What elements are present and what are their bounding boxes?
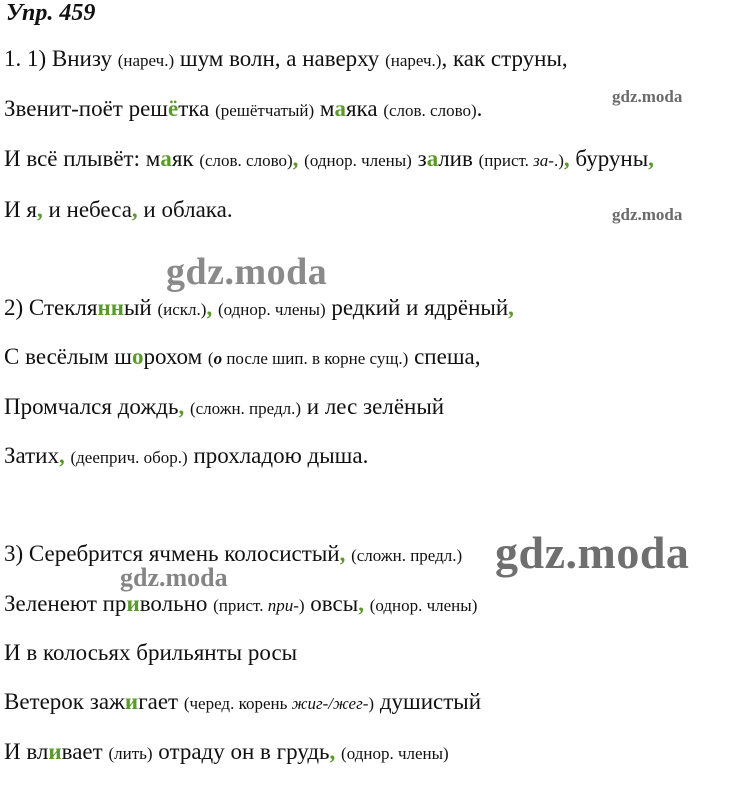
text-line-11: И в колосьях брильянты росы bbox=[4, 640, 298, 665]
watermark-1: gdz.moda bbox=[612, 87, 683, 106]
text-line-4: И я, и небеса, и облака. bbox=[4, 197, 233, 222]
exercise-title: Упр. 459 bbox=[6, 0, 96, 26]
text-line-10: Зеленеют привольно (прист. при-) овсы, (однор. члены) bbox=[4, 591, 478, 616]
text-line-6: С весёлым шорохом (о после шип. в корне сущ.) спеша, bbox=[4, 344, 481, 369]
text-line-12: Ветерок зажигает (черед. корень жиг-/жег-) душистый bbox=[4, 689, 482, 714]
text-line-7: Промчался дождь, (сложн. предл.) и лес зелёный bbox=[4, 394, 445, 419]
watermark-4: gdz.moda bbox=[495, 527, 690, 578]
text-line-9: 3) Серебрится ячмень колосистый, (сложн. предл.) bbox=[4, 541, 463, 566]
watermark-5: gdz.moda bbox=[120, 563, 228, 592]
text-line-1: 1. 1) Внизу (нареч.) шум волн, а наверху (нареч.), как струны, bbox=[4, 46, 568, 71]
text-line-13: И вливает (лить) отраду он в грудь, (однор. члены) bbox=[4, 739, 449, 764]
text-line-5: 2) Стеклянный (искл.), (однор. члены) редкий и ядрёный, bbox=[4, 295, 514, 320]
text-line-8: Затих, (дееприч. обор.) прохладою дыша. bbox=[4, 443, 369, 468]
text-line-3: И всё плывёт: маяк (слов. слово), (однор. члены) залив (прист. за-.), буруны, bbox=[4, 146, 654, 171]
watermark-3: gdz.moda bbox=[166, 251, 328, 293]
watermark-2: gdz.moda bbox=[612, 205, 683, 224]
text-line-2: Звенит-поёт решётка (решётчатый) маяка (слов. слово). bbox=[4, 96, 483, 121]
